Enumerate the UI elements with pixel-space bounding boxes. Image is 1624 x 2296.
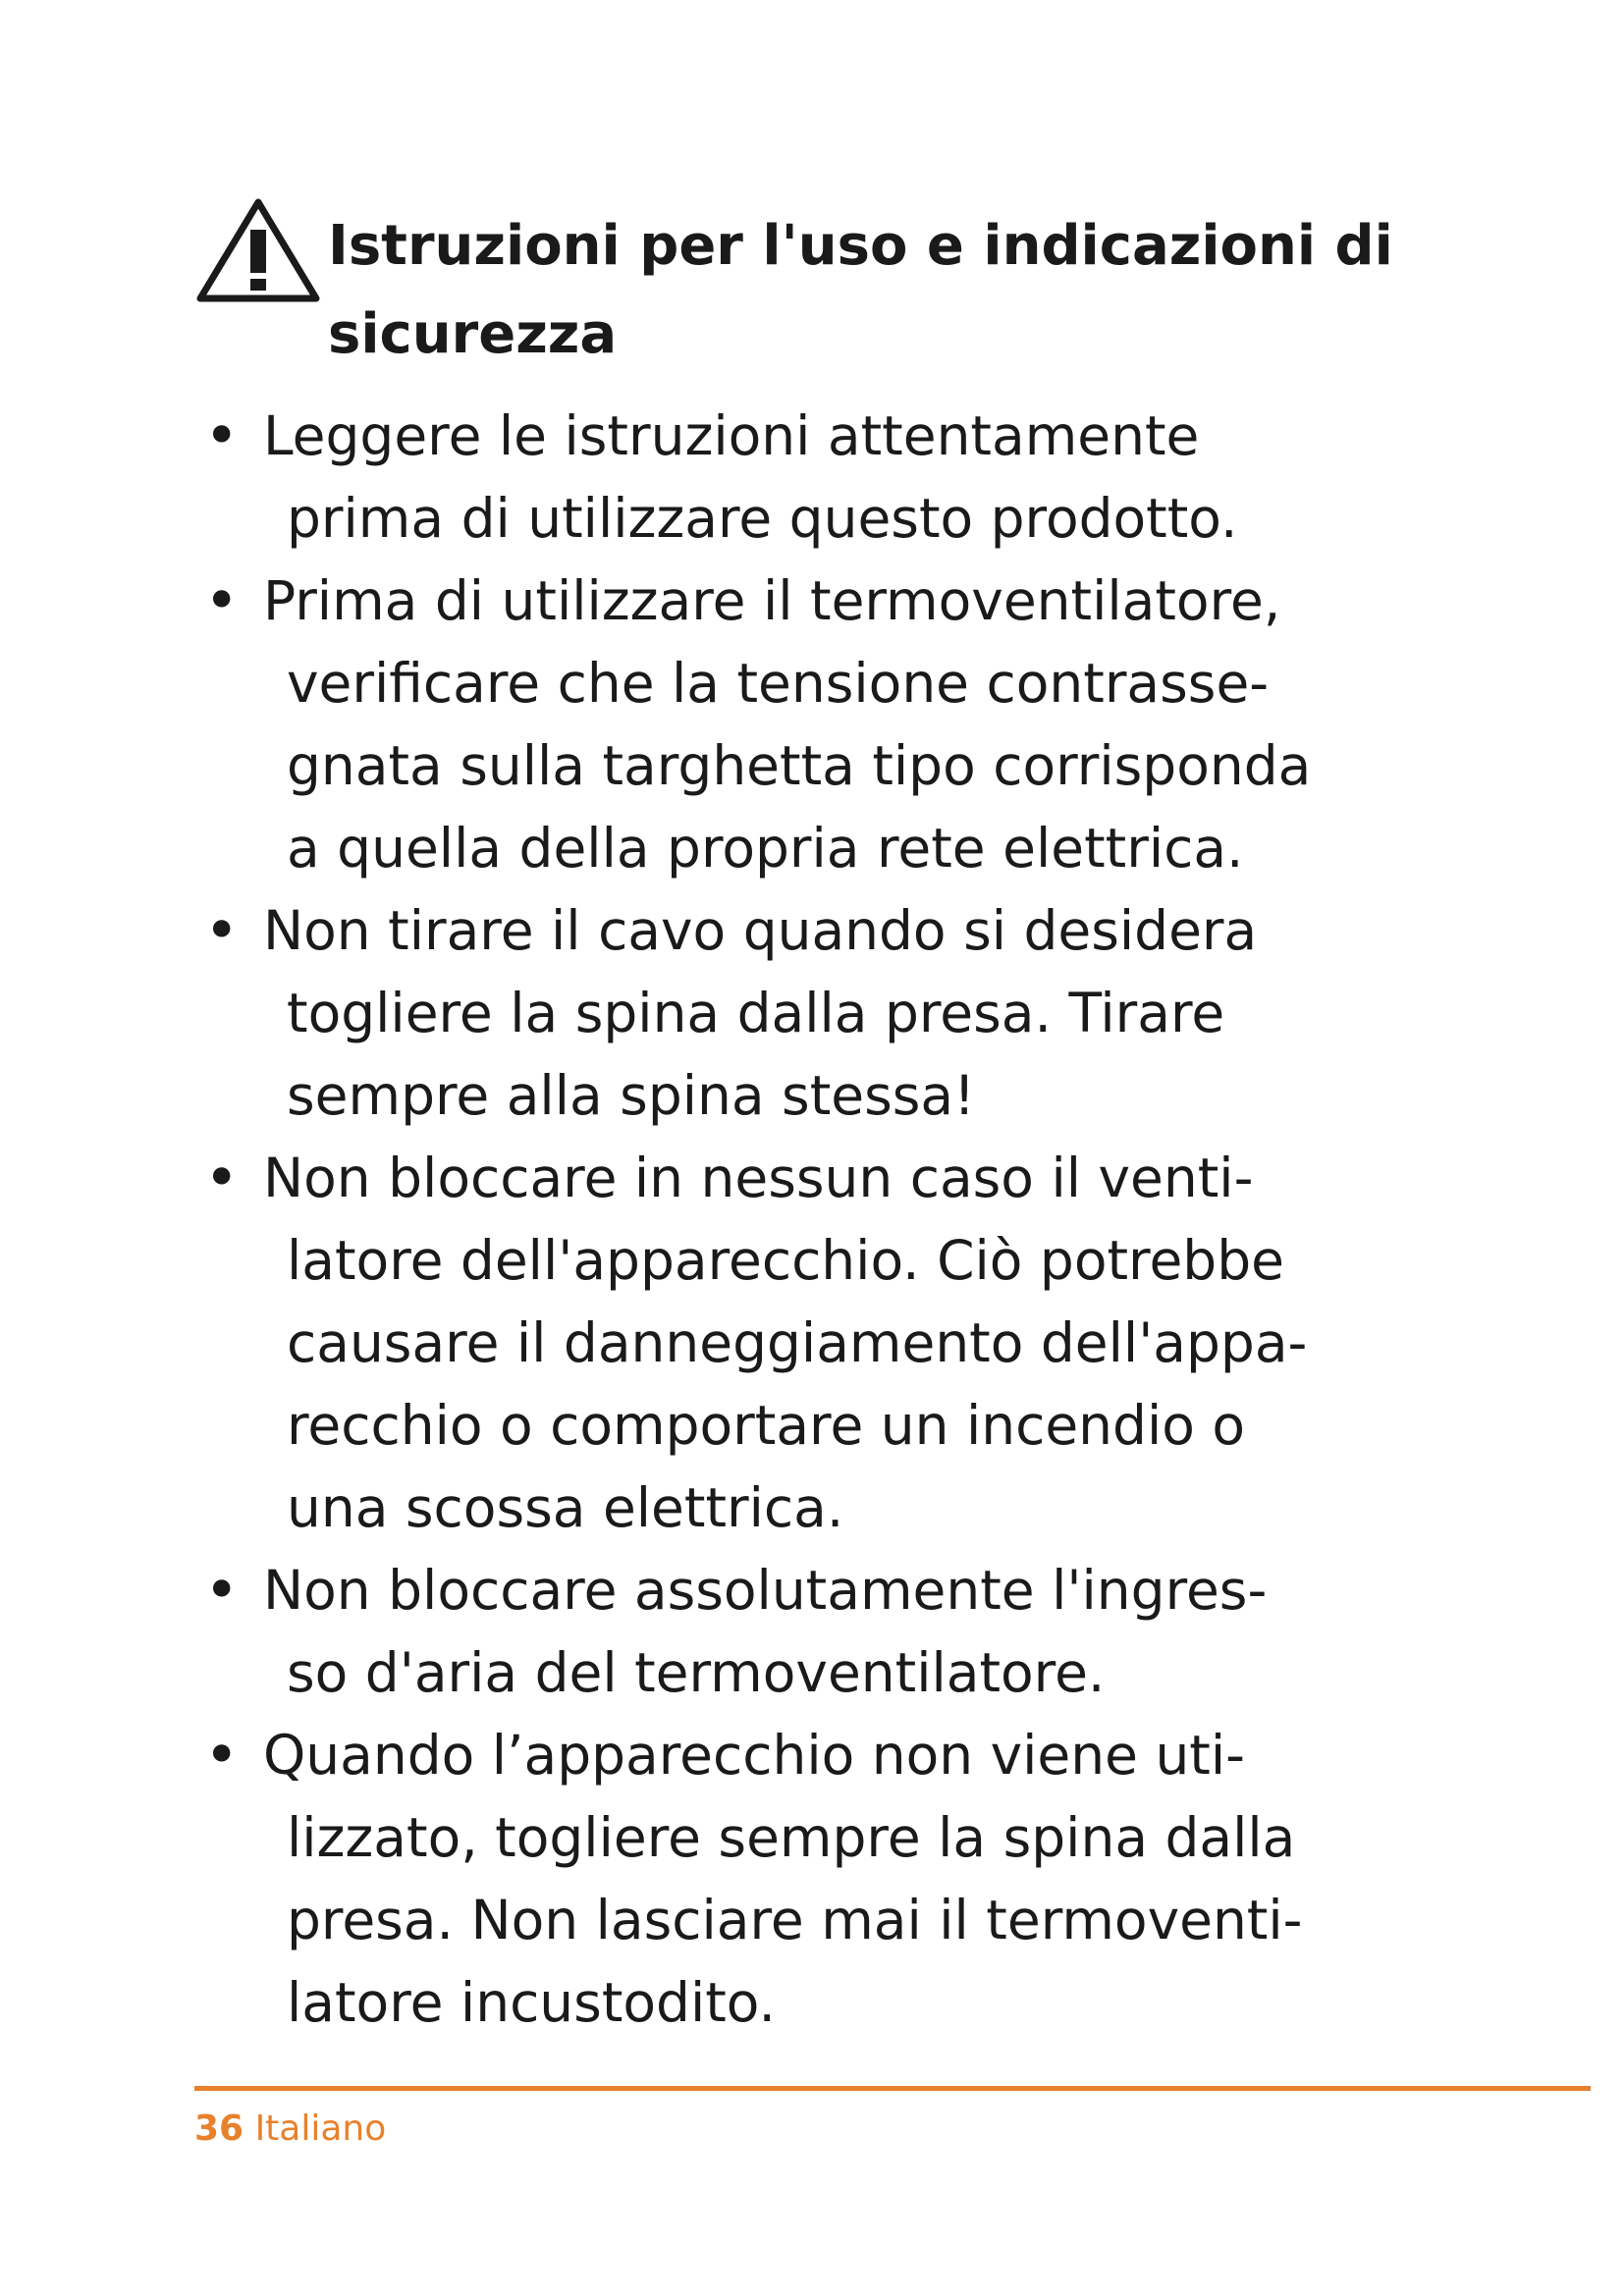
page-title-line-1: Istruzioni per l'uso e indicazioni di (328, 214, 1393, 278)
instruction-item-read-instructions (194, 395, 1471, 560)
instruction-item-unplug-by-plug (194, 889, 1471, 1137)
instruction-text-line: Quando l’apparecchio non viene uti- (263, 1724, 1245, 1787)
bullet-icon: • (204, 1556, 240, 1625)
instruction-item-do-not-block-fan (194, 1137, 1471, 1549)
instruction-item-do-not-block-air-inlet (194, 1549, 1471, 1714)
instruction-text-line: Leggere le istruzioni attentamente (263, 404, 1200, 467)
instruction-text-line: togliere la spina dalla presa. Tirare (287, 982, 1225, 1044)
bullet-icon: • (204, 401, 240, 470)
instruction-text-line: Prima di utilizzare il termoventilatore, (263, 569, 1281, 632)
instruction-text-line: presa. Non lasciare mai il termoventi- (287, 1889, 1303, 1951)
page-title (328, 202, 1467, 379)
instruction-text-line: gnata sulla targhetta tipo corrisponda (287, 734, 1312, 797)
instruction-text-line: prima di utilizzare questo prodotto. (287, 487, 1238, 550)
instruction-text-line: so d'aria del termoventilatore. (287, 1641, 1106, 1704)
warning-triangle-icon (194, 196, 322, 306)
instruction-text-line: Non bloccare in nessun caso il venti- (263, 1147, 1254, 1209)
bullet-icon: • (204, 1721, 240, 1789)
instruction-text-line: lizzato, togliere sempre la spina dalla (287, 1806, 1296, 1869)
instruction-text-line: a quella della propria rete elettrica. (287, 817, 1244, 880)
bullet-icon: • (204, 896, 240, 965)
instruction-item-unplug-when-unused (194, 1714, 1471, 2044)
instruction-text-line: Non tirare il cavo quando si desidera (263, 899, 1258, 962)
bullet-icon: • (204, 566, 240, 635)
instruction-text-line: recchio o comportare un incendio o (287, 1394, 1246, 1457)
instruction-text-line: sempre alla spina stessa! (287, 1064, 976, 1127)
instruction-text-line: latore dell'apparecchio. Ciò potrebbe (287, 1229, 1284, 1292)
instruction-item-check-voltage (194, 560, 1471, 889)
instruction-text-line: latore incustodito. (287, 1971, 776, 2034)
safety-instructions-list (194, 395, 1471, 2044)
instruction-text-line: causare il danneggiamento dell'appa- (287, 1311, 1308, 1374)
instruction-text-line: Non bloccare assolutamente l'ingres- (263, 1559, 1268, 1622)
footer-language: Italiano (254, 2109, 387, 2149)
page-number: 36 (194, 2109, 244, 2149)
safety-heading (194, 196, 1471, 393)
instruction-text-line: una scossa elettrica. (287, 1476, 844, 1539)
instruction-text-line: verificare che la tensione contrasse- (287, 652, 1270, 715)
bullet-icon: • (204, 1144, 240, 1212)
footer-divider (194, 2086, 1591, 2091)
page-footer (194, 2109, 386, 2149)
page-title-line-2: sicurezza (328, 302, 618, 366)
